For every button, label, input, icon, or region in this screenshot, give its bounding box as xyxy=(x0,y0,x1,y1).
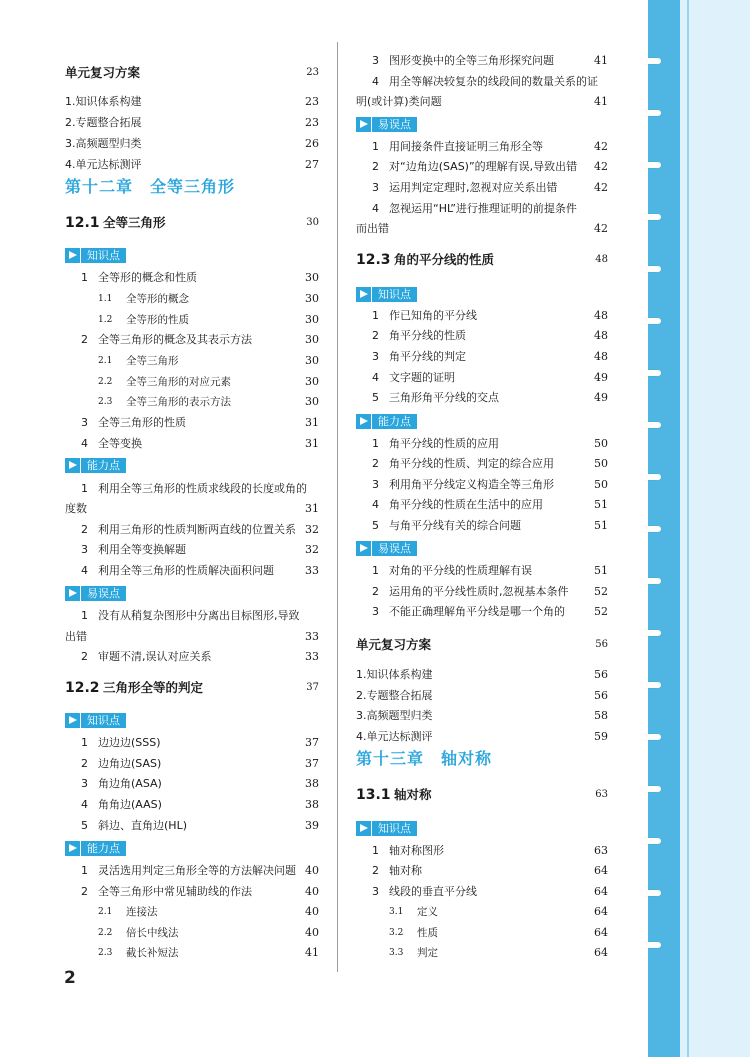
binding-ring xyxy=(641,890,661,896)
play-arrow-icon xyxy=(65,841,80,856)
binding-ring xyxy=(641,318,661,324)
binding-ring xyxy=(641,630,661,636)
section-13-1-heading[interactable]: 13.1 轴对称 63 xyxy=(356,787,608,803)
knowledge-point-tag: 知识点 xyxy=(65,247,126,263)
binding-ring xyxy=(641,942,661,948)
binding-ring xyxy=(641,526,661,532)
play-arrow-icon xyxy=(356,541,371,556)
play-arrow-icon xyxy=(356,414,371,429)
page-number: 2 xyxy=(64,968,76,988)
binding-ring xyxy=(641,370,661,376)
binding-ring xyxy=(641,578,661,584)
binding-ring xyxy=(641,214,661,220)
binding-ring xyxy=(641,162,661,168)
error-point-tag: 易误点 xyxy=(65,585,126,601)
section-12-3-heading[interactable]: 12.3 角的平分线的性质 48 xyxy=(356,252,608,268)
binding-ring xyxy=(641,682,661,688)
section-12-1-heading[interactable]: 12.1 全等三角形 30 xyxy=(65,215,319,231)
chapter-12-heading[interactable]: 第十二章 全等三角形 xyxy=(65,177,236,196)
binding-ring xyxy=(641,422,661,428)
error-point-tag: 易误点 xyxy=(356,116,417,132)
binding-ring xyxy=(641,734,661,740)
side-band-inner xyxy=(680,0,750,1057)
side-band-line xyxy=(687,0,689,1057)
ability-point-tag: 能力点 xyxy=(65,840,126,856)
binding-ring xyxy=(641,266,661,272)
play-arrow-icon xyxy=(65,248,80,263)
ability-point-tag: 能力点 xyxy=(65,457,126,473)
binding-ring xyxy=(641,786,661,792)
error-point-tag: 易误点 xyxy=(356,540,417,556)
play-arrow-icon xyxy=(65,458,80,473)
binding-ring xyxy=(641,110,661,116)
play-arrow-icon xyxy=(65,586,80,601)
section-12-2-heading[interactable]: 12.2 三角形全等的判定 37 xyxy=(65,680,319,696)
knowledge-point-tag: 知识点 xyxy=(356,286,417,302)
play-arrow-icon xyxy=(356,287,371,302)
ability-point-tag: 能力点 xyxy=(356,413,417,429)
knowledge-point-tag: 知识点 xyxy=(356,820,417,836)
binding-ring xyxy=(641,474,661,480)
binding-ring xyxy=(641,58,661,64)
play-arrow-icon xyxy=(65,713,80,728)
binding-ring xyxy=(641,838,661,844)
column-divider xyxy=(337,42,338,972)
knowledge-point-tag: 知识点 xyxy=(65,712,126,728)
play-arrow-icon xyxy=(356,821,371,836)
chapter-13-heading[interactable]: 第十三章 轴对称 xyxy=(356,749,493,768)
play-arrow-icon xyxy=(356,117,371,132)
